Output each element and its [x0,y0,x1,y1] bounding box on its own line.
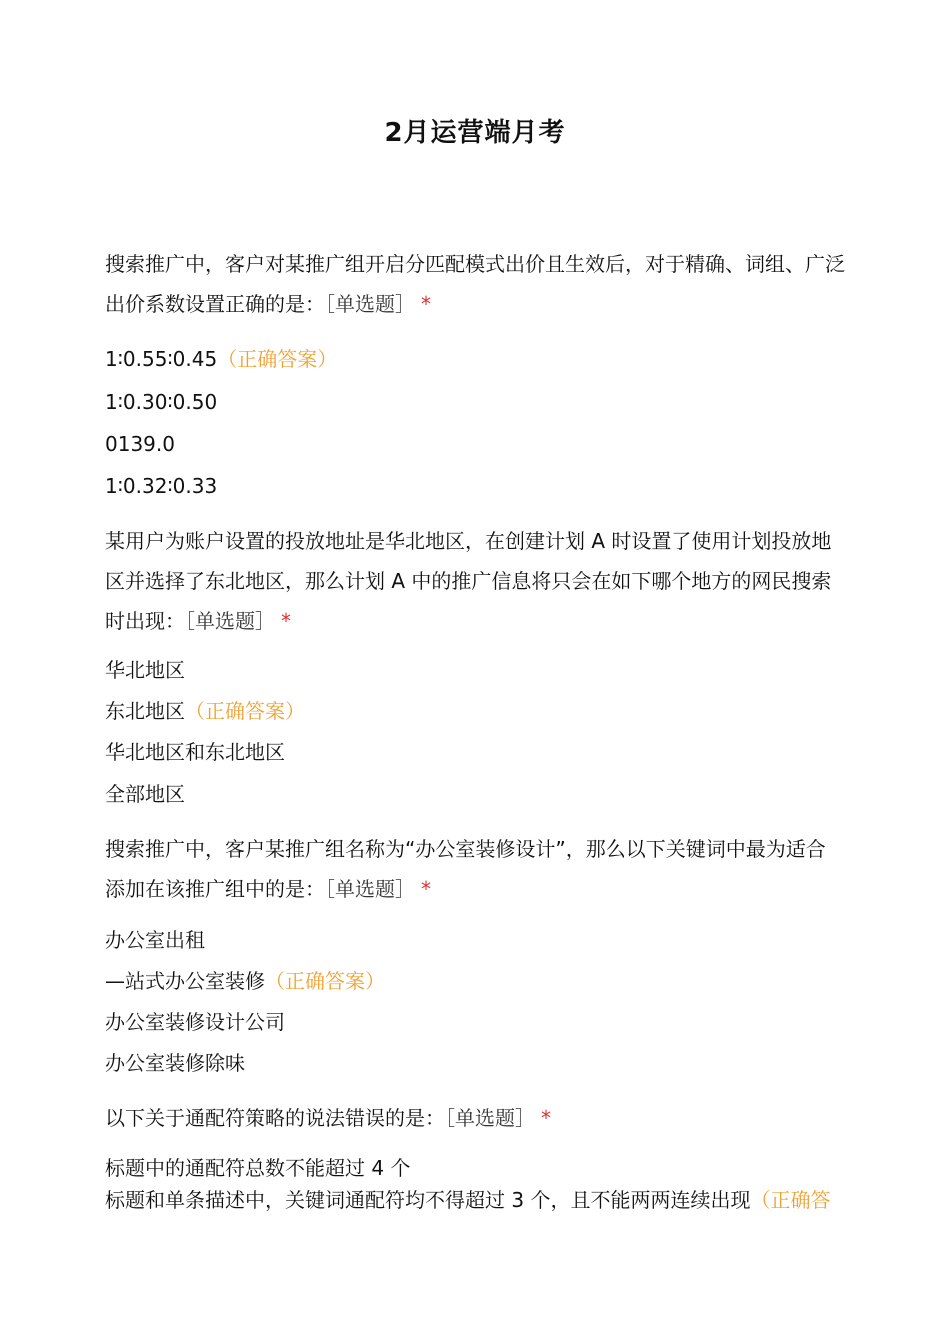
question-1-type: ［单选题］ [325,292,415,316]
option-2-3: 华北地区和东北地区 [105,740,285,764]
option-2-1: 华北地区 [105,658,185,682]
question-1-stem: 搜索推广中，客户对某推广组开启分匹配模式出价且生效后，对于精确、词组、广泛出价系数设置正确的是： [105,252,845,316]
option-4-1: 标题中的通配符总数不能超过 4 个 [105,1156,411,1180]
question-1 [105,244,845,324]
question-3 [105,829,845,909]
option-4-2: 标题和单条描述中，关键词通配符均不得超过 3 个，且不能两两连续出现（正确答 [105,1188,831,1212]
option-3-3: 办公室装修设计公司 [105,1010,285,1034]
question-3-type: ［单选题］ [325,877,415,901]
option-1-4: 1∶0.32∶0.33 [105,474,218,498]
correct-answer-mark: （正确答案） [185,699,305,723]
required-mark: * [421,292,431,316]
option-2-4: 全部地区 [105,782,185,806]
option-3-2: —站式办公室装修（正确答案） [105,969,385,993]
question-2-stem: 某用户为账户设置的投放地址是华北地区，在创建计划 A 时设置了使用计划投放地区并选择了东北地区，那么计划 A 中的推广信息将只会在如下哪个地方的网民搜索时出现： [105,529,832,633]
question-4-type: ［单选题］ [445,1106,535,1130]
required-mark: * [421,877,431,901]
required-mark: * [541,1106,551,1130]
option-1-2: 1∶0.30∶0.50 [105,390,218,414]
option-3-4: 办公室装修除味 [105,1051,245,1075]
correct-answer-mark: （正确答案） [217,347,338,371]
question-4-stem: 以下关于通配符策略的说法错误的是： [105,1106,445,1130]
question-3-stem: 搜索推广中，客户某推广组名称为“办公室装修设计”，那么以下关键词中最为适合添加在该推广组中的是： [105,837,826,901]
question-2-type: ［单选题］ [185,609,275,633]
question-4 [105,1098,845,1138]
option-3-1: 办公室出租 [105,928,205,952]
question-2 [105,521,845,641]
option-2-2: 东北地区（正确答案） [105,699,305,723]
correct-answer-mark: （正确答案） [265,969,385,993]
correct-answer-mark: （正确答 [750,1188,831,1212]
option-1-3: 0139.0 [105,432,175,456]
page-title: 2月运营端月考 [384,118,566,148]
required-mark: * [281,609,291,633]
option-1-1: 1∶0.55∶0.45（正确答案） [105,347,338,371]
